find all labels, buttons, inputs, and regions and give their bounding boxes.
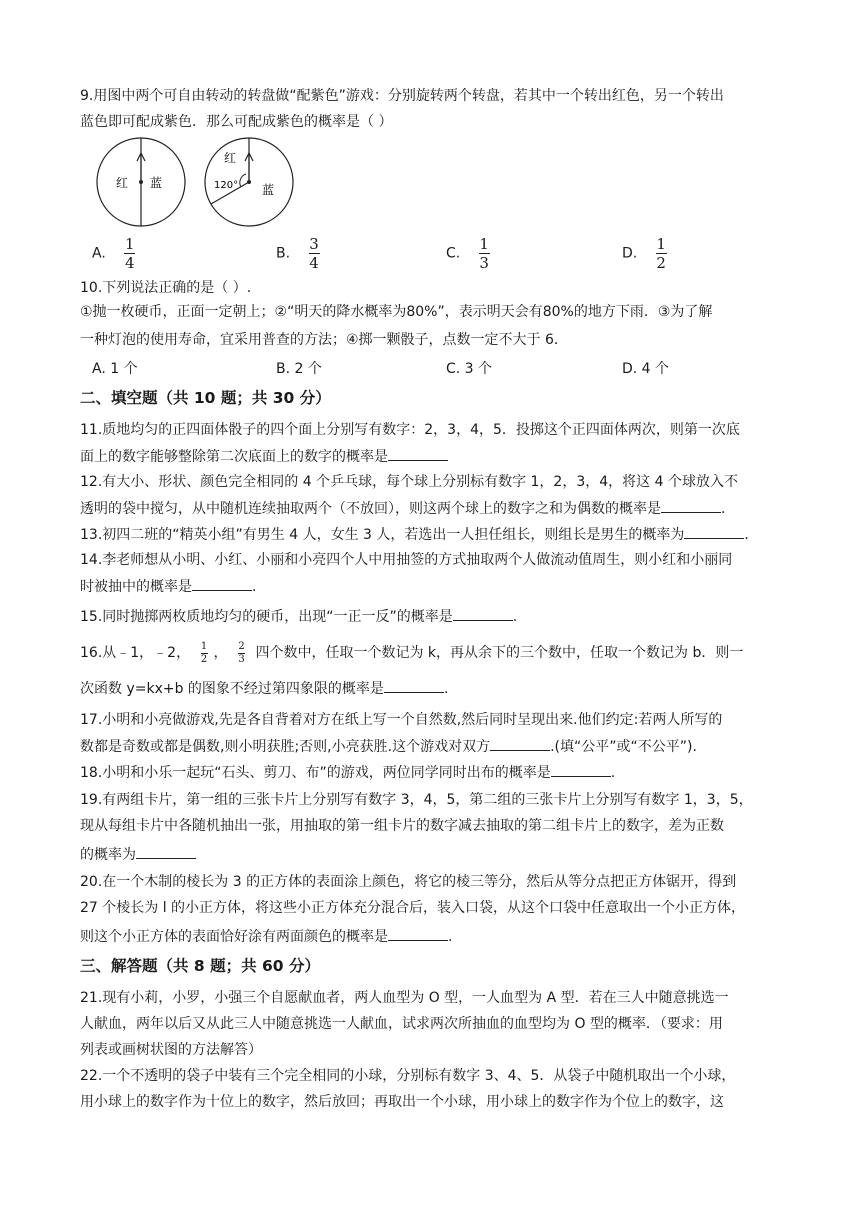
spinner-2-red-label: 红 xyxy=(224,151,237,165)
q9-option-c[interactable] xyxy=(446,236,490,271)
fraction: $\frac{1}{3}$ xyxy=(479,235,489,272)
answer-blank[interactable] xyxy=(453,606,513,621)
fraction: $\frac{1}{4}$ xyxy=(124,235,135,272)
spinner-1-red-label: 红 xyxy=(116,176,129,190)
q20-line1: 20.在一个木制的棱长为 3 的正方体的表面涂上颜色，将它的棱三等分，然后从等分点把正方体锯开，得到 xyxy=(80,874,737,890)
q17-line2: 数都是奇数或都是偶数,则小明获胜;否则,小亮获胜.这个游戏对双方 .(填“公平”或“不公平”). xyxy=(80,736,697,757)
q20-line3: 则这个小正方体的表面恰好涂有两面颜色的概率是 . xyxy=(80,926,452,947)
spinner-1-blue-label: 蓝 xyxy=(150,176,163,190)
answer-blank[interactable] xyxy=(684,524,744,539)
q17-line1: 17.小明和小亮做游戏,先是各自背着对方在纸上写一个自然数,然后同时呈现出来.他们约定:若两人所写的 xyxy=(80,712,723,728)
answer-blank[interactable] xyxy=(136,844,196,859)
spinner-figures xyxy=(96,134,336,234)
option-label: D. xyxy=(622,245,638,262)
spinner-2 xyxy=(205,138,293,226)
q10-option-a[interactable]: A. 1 个 xyxy=(92,361,138,377)
q10-line1: 10.下列说法正确的是（ ）. xyxy=(80,280,252,296)
q15-line: 15.同时抛掷两枚质地均匀的硬币，出现“一正一反”的概率是 . xyxy=(80,606,517,627)
q9-option-b[interactable] xyxy=(276,236,320,271)
q19-line2: 现从每组卡片中各随机抽出一张，用抽取的第一组卡片的数字减去抽取的第二组卡片上的数字，差为正数 xyxy=(80,818,724,834)
fraction: $\frac{1}{2}$ xyxy=(656,235,666,272)
answer-blank[interactable] xyxy=(192,576,252,591)
q21-line1: 21.现有小莉，小罗，小强三个自愿献血者，两人血型为 O 型，一人血型为 A 型．若在三人中随意挑选一 xyxy=(80,990,729,1006)
q9-option-a[interactable] xyxy=(92,236,135,271)
answer-blank[interactable] xyxy=(388,446,448,461)
answer-blank[interactable] xyxy=(661,498,721,513)
answer-blank[interactable] xyxy=(490,736,550,751)
q20-line2: 27 个棱长为 l 的小正方体，将这些小正方体充分混合后，装入口袋，从这个口袋中任意取出一个小正方体， xyxy=(80,900,746,916)
spinner-2-angle-label: 120° xyxy=(214,180,239,191)
q10-line2: ①抛一枚硬币，正面一定朝上；②“明天的降水概率为80%”，表示明天会有80%的地方下雨．③为了解 xyxy=(80,304,713,320)
q9-option-d[interactable] xyxy=(622,236,667,271)
q18-line: 18.小明和小乐一起玩“石头、剪刀、布”的游戏，两位同学同时出布的概率是 . xyxy=(80,762,615,783)
q14-line1: 14.李老师想从小明、小红、小丽和小亮四个人中用抽签的方式抽取两个人做流动值周生，则小红和小丽同 xyxy=(80,552,733,568)
q10-line3: 一种灯泡的使用寿命，宜采用普查的方法；④掷一颗骰子，点数一定不大于 6． xyxy=(80,332,568,348)
answer-blank[interactable] xyxy=(388,926,448,941)
answer-blank[interactable] xyxy=(551,762,611,777)
q22-line1: 22.一个不透明的袋子中装有三个完全相同的小球，分别标有数字 3、4、5．从袋子中随机取出一个小球， xyxy=(80,1068,736,1084)
q22-line2: 用小球上的数字作为十位上的数字，然后放回；再取出一个小球，用小球上的数字作为个位上的数字，这 xyxy=(80,1094,724,1110)
fraction: $\frac{3}{4}$ xyxy=(309,235,319,272)
spinner-1 xyxy=(97,138,185,226)
option-label: A. xyxy=(92,245,106,262)
q16-line1: 16.从﹣1，﹣2， $\frac{1}{2}$ ， $\frac{2}{3}$ 四个数中，任取一个数记为 k，再从余下的三个数中，任取一个数记为 b．则一 xyxy=(80,640,744,665)
q10-option-b[interactable]: B. 2 个 xyxy=(276,361,322,377)
q9-line2: 蓝色即可配成紫色．那么可配成紫色的概率是（ ） xyxy=(80,114,393,130)
option-label: C. xyxy=(446,245,461,262)
section-title-fill-in: 二、填空题（共 10 题；共 30 分） xyxy=(80,389,331,407)
q16-line2: 次函数 y=kx+b 的图象不经过第四象限的概率是 . xyxy=(80,678,448,699)
q21-line2: 人献血，两年以后又从此三人中随意挑选一人献血，试求两次所抽血的血型均为 O 型的概率．（要求：用 xyxy=(80,1016,723,1032)
q9-line1: 9.用图中两个可自由转动的转盘做“配紫色”游戏：分别旋转两个转盘，若其中一个转出红色，另一个转出 xyxy=(80,88,724,104)
q12-line2: 透明的袋中搅匀，从中随机连续抽取两个（不放回），则这两个球上的数字之和为偶数的概率是 ． xyxy=(80,498,735,519)
option-label: B. xyxy=(276,245,291,262)
spinner-2-blue-label: 蓝 xyxy=(262,183,275,197)
q14-line2: 时被抽中的概率是 . xyxy=(80,576,256,597)
q10-option-c[interactable]: C. 3 个 xyxy=(446,361,493,377)
q10-option-d[interactable]: D. 4 个 xyxy=(622,361,670,377)
q11-line1: 11.质地均匀的正四面体骰子的四个面上分别写有数字：2，3，4，5．投掷这个正四面体两次，则第一次底 xyxy=(80,422,740,438)
q12-line1: 12.有大小、形状、颜色完全相同的 4 个乒乓球，每个球上分别标有数字 1，2，3，4，将这 4 个球放入不 xyxy=(80,474,738,490)
q19-line3: 的概率为 xyxy=(80,844,196,865)
q11-line2: 面上的数字能够整除第二次底面上的数字的概率是 xyxy=(80,446,448,467)
q19-line1: 19.有两组卡片，第一组的三张卡片上分别写有数字 3，4，5，第二组的三张卡片上分别写有数字 1，3，5， xyxy=(80,792,753,808)
answer-blank[interactable] xyxy=(384,678,444,693)
fraction-one-half: $\frac{1}{2}$ xyxy=(200,640,208,665)
q21-line3: 列表或画树状图的方法解答） xyxy=(80,1042,262,1058)
q13-line: 13.初四二班的“精英小组”有男生 4 人，女生 3 人，若选出一人担任组长，则组长是男生的概率为 ． xyxy=(80,524,758,545)
section-title-solve: 三、解答题（共 8 题；共 60 分） xyxy=(80,957,320,975)
fraction-two-thirds: $\frac{2}{3}$ xyxy=(238,640,245,665)
